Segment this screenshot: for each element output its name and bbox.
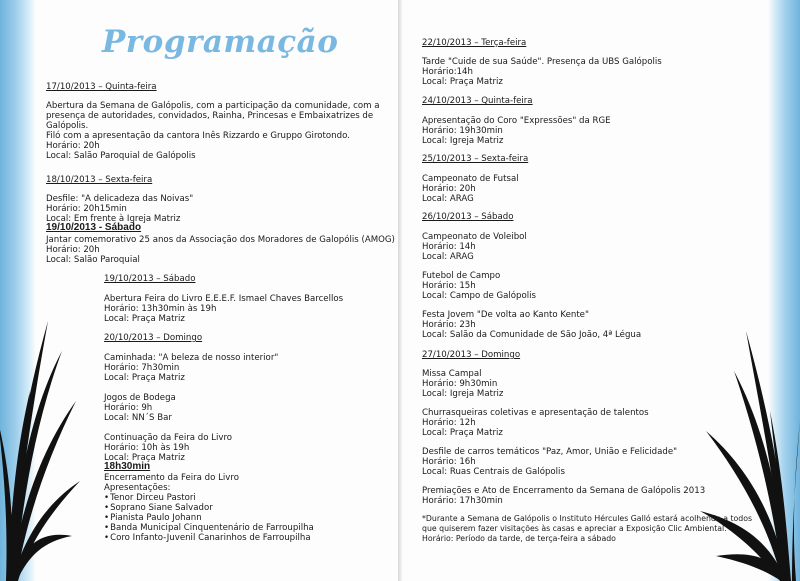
grass-plant-left-icon [0,301,80,581]
event-text: Encerramento da Feira do Livro [104,473,239,483]
event-location: Local: Igreja Matriz [422,136,504,146]
event-time: Horário: 10h às 19h [104,443,190,453]
event-location: Local: NN´S Bar [104,413,172,423]
event-time: Horário: 23h [422,320,476,330]
date-heading: 19/10/2013 – Sábado [104,274,196,284]
event-location: Local: Praça Matriz [104,453,185,463]
event-location: Local: Campo de Galópolis [422,291,536,301]
list-item: • Tenor Dirceu Pastori [104,493,314,503]
event-location: Local: Igreja Matriz [422,389,504,399]
list-item: • Pianista Paulo Johann [104,513,314,523]
event-text: Apresentação do Coro "Expressões" da RGE [422,116,611,126]
event-text: Continuação da Feira do Livro [104,433,233,443]
list-item: • Banda Municipal Cinquentenário de Farroupilha [104,523,314,533]
event-time: Horário: 9h30min [422,379,498,389]
footnote: que quiserem fazer visitações às casas e apreciar a Exposição Clic Ambiental. [422,524,727,533]
event-text: Missa Campal [422,369,482,379]
date-heading: 17/10/2013 – Quinta-feira [46,82,157,92]
left-page [0,0,398,581]
page-title: Programação [102,24,339,60]
event-time: Horário: 20h [46,245,100,255]
event-location: Local: Praça Matriz [422,428,503,438]
date-heading: 19/10/2013 - Sábado [46,222,142,233]
event-text: Filó com a apresentação da cantora Inês Rizzardo e Gruppo Girotondo. [46,131,350,141]
footnote: *Durante a Semana de Galópolis o Instituto Hércules Galló estará acolhendo a todos [422,514,753,523]
event-time: Horário: 15h [422,281,476,291]
list-item: • Soprano Siane Salvador [104,503,314,513]
event-time: Horário: 14h [422,242,476,252]
date-heading: 22/10/2013 – Terça-feira [422,38,527,48]
event-time: Horário:14h [422,67,473,77]
date-heading: 24/10/2013 – Quinta-feira [422,96,533,106]
footnote: Horário: Período da tarde, de terça-feira a sábado [422,534,616,543]
grass-plant-right-icon [700,321,800,581]
event-location: Local: Praça Matriz [422,77,503,87]
event-location: Local: ARAG [422,194,474,204]
event-time: Horário: 20h15min [46,204,127,214]
event-text: presença de autoridades, convidados, Rainha, Princesas e Embaixatrizes de [46,111,374,121]
date-heading: 20/10/2013 – Domingo [104,333,203,343]
event-text: Desfile de carros temáticos "Paz, Amor, União e Felicidade" [422,447,678,457]
performers-list [104,493,314,543]
event-time: Horário: 7h30min [104,363,180,373]
event-location: Local: Salão Paroquial [46,255,140,265]
event-text: Premiações e Ato de Encerramento da Semana de Galópolis 2013 [422,486,706,496]
date-heading: 18/10/2013 – Sexta-feira [46,175,153,185]
event-location: Local: Salão Paroquial de Galópolis [46,151,196,161]
event-text: Abertura Feira do Livro E.E.E.F. Ismael Chaves Barcellos [104,294,344,304]
event-text: Desfile: "A delicadeza das Noivas" [46,194,194,204]
event-location: Local: Em frente à Igreja Matriz [46,214,181,224]
event-text: Campeonato de Voleibol [422,232,527,242]
event-time: Horário: 17h30min [422,496,503,506]
event-time: Horário: 12h [422,418,476,428]
event-text: Galópolis. [46,121,89,131]
event-text: Churrasqueiras coletivas e apresentação de talentos [422,408,649,418]
event-time: Horário: 20h [422,184,476,194]
event-text: Jogos de Bodega [104,393,176,403]
event-text: Apresentações: [104,483,171,493]
event-text: Campeonato de Futsal [422,174,519,184]
event-location: Local: Praça Matriz [104,373,185,383]
event-location: Local: Ruas Centrais de Galópolis [422,467,565,477]
event-text: Abertura da Semana de Galópolis, com a participação da comunidade, com a [46,101,380,111]
event-text: Festa Jovem "De volta ao Kanto Kente" [422,310,589,320]
date-heading: 26/10/2013 – Sábado [422,212,514,222]
event-text: Futebol de Campo [422,271,501,281]
event-time: 18h30min [104,461,151,472]
event-location: Local: ARAG [422,252,474,262]
event-location: Local: Salão da Comunidade de São João, 4ª Légua [422,330,642,340]
list-item: • Coro Infanto-Juvenil Canarinhos de Farroupilha [104,533,314,543]
event-time: Horário: 13h30min às 19h [104,304,217,314]
event-text: Jantar comemorativo 25 anos da Associação dos Moradores de Galopólis (AMOG) [46,235,395,245]
event-location: Local: Praça Matriz [104,314,185,324]
event-time: Horário: 20h [46,141,100,151]
date-heading: 25/10/2013 – Sexta-feira [422,154,529,164]
event-time: Horário: 16h [422,457,476,467]
event-text: Caminhada: "A beleza de nosso interior" [104,353,279,363]
date-heading: 27/10/2013 – Domingo [422,350,521,360]
event-text: Tarde "Cuide de sua Saúde". Presença da UBS Galópolis [422,57,662,67]
right-page [402,0,800,581]
event-time: Horário: 9h [104,403,153,413]
event-time: Horário: 19h30min [422,126,503,136]
